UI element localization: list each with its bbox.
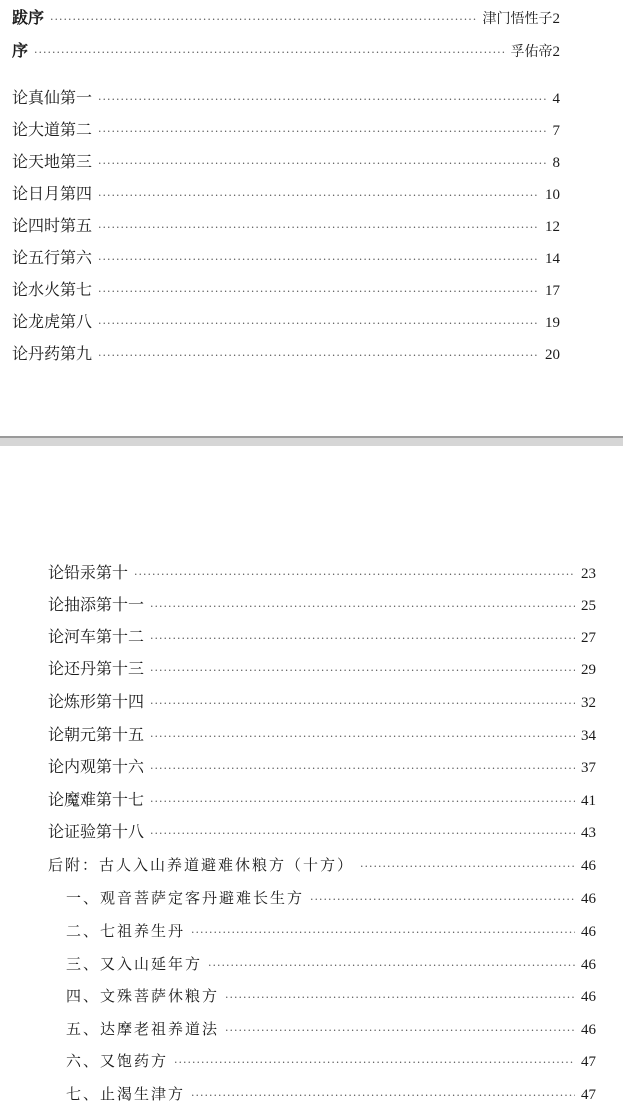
toc-entry	[48, 657, 596, 681]
toc-entry	[48, 788, 596, 812]
toc-entry-page: 32	[581, 695, 596, 711]
toc-entry-title: 论铅汞第十	[48, 563, 129, 582]
toc-entry-title: 论水火第七	[12, 280, 93, 299]
leader-dots	[98, 184, 539, 208]
toc-entry-page: 27	[581, 630, 596, 646]
leader-dots	[150, 725, 575, 749]
leader-dots	[98, 280, 539, 304]
toc-entry	[48, 561, 596, 585]
leader-dots	[225, 1019, 575, 1043]
leader-dots	[98, 312, 539, 336]
toc-entry-sub	[66, 1017, 596, 1041]
toc-entry-title: 三、又入山延年方	[66, 955, 203, 973]
toc-entry	[12, 182, 560, 206]
toc-entry	[48, 690, 596, 714]
toc-entry-page: 2	[552, 11, 560, 27]
leader-dots	[98, 152, 546, 176]
toc-entry-page: 29	[581, 662, 596, 678]
leader-dots	[150, 692, 575, 716]
leader-dots	[191, 921, 575, 945]
toc-page-bottom	[0, 446, 623, 1103]
leader-dots	[134, 563, 575, 587]
toc-entry-title: 跋序	[12, 8, 45, 27]
leader-dots	[310, 888, 575, 912]
toc-entry	[12, 278, 560, 302]
toc-entry-title: 论朝元第十五	[48, 725, 145, 744]
leader-dots	[150, 790, 575, 814]
toc-entry-page: 25	[581, 598, 596, 614]
page-divider	[0, 436, 623, 446]
toc-entry-page: 46	[581, 891, 596, 907]
toc-entry-page: 14	[545, 251, 560, 267]
leader-dots	[191, 1084, 575, 1108]
toc-entry	[48, 820, 596, 844]
toc-entry-page: 12	[545, 219, 560, 235]
toc-entry-page: 46	[581, 989, 596, 1005]
toc-entry-title: 四、文殊菩萨休粮方	[66, 987, 220, 1005]
toc-entry-title: 论真仙第一	[12, 88, 93, 107]
toc-entry-sub	[66, 1049, 596, 1073]
toc-entry-page: 10	[545, 187, 560, 203]
toc-entry	[48, 625, 596, 649]
toc-entry-title: 序	[12, 41, 29, 60]
toc-entry	[12, 118, 560, 142]
toc-entry-title: 后附：古人入山养道避难休粮方（十方）	[48, 856, 355, 874]
toc-entry-title: 论天地第三	[12, 152, 93, 171]
toc-entry-sub	[66, 984, 596, 1008]
toc-entry-page: 2	[552, 44, 560, 60]
toc-entry-page: 37	[581, 760, 596, 776]
toc-entry-title: 论还丹第十三	[48, 659, 145, 678]
leader-dots	[98, 248, 539, 272]
leader-dots	[98, 216, 539, 240]
toc-entry-sub	[66, 952, 596, 976]
toc-entry-front-matter	[12, 6, 560, 30]
toc-entry-page: 41	[581, 793, 596, 809]
leader-dots	[150, 822, 575, 846]
toc-entry-page: 19	[545, 315, 560, 331]
toc-entry	[12, 150, 560, 174]
leader-dots	[98, 344, 539, 368]
leader-dots	[150, 757, 575, 781]
toc-entry-title: 论河车第十二	[48, 627, 145, 646]
toc-entry-sub	[66, 919, 596, 943]
toc-entry-sub	[66, 1082, 596, 1106]
toc-entry	[12, 214, 560, 238]
leader-dots	[150, 659, 575, 683]
toc-entry-page: 46	[581, 858, 596, 874]
toc-entry	[48, 755, 596, 779]
toc-entry-title: 论大道第二	[12, 120, 93, 139]
toc-entry	[48, 593, 596, 617]
toc-entry-page: 47	[581, 1054, 596, 1070]
toc-entry-page: 47	[581, 1087, 596, 1103]
toc-page-top	[0, 0, 623, 436]
toc-entry-front-matter	[12, 39, 560, 63]
toc-entry-title: 五、达摩老祖养道法	[66, 1020, 220, 1038]
leader-dots	[98, 120, 546, 144]
toc-entry-page: 20	[545, 347, 560, 363]
toc-entry-page: 23	[581, 566, 596, 582]
toc-entry	[12, 342, 560, 366]
toc-entry-title: 二、七祖养生丹	[66, 922, 186, 940]
toc-entry-title: 六、又饱药方	[66, 1052, 169, 1070]
toc-entry	[12, 86, 560, 110]
toc-entry-title: 论证验第十八	[48, 822, 145, 841]
leader-dots	[208, 954, 575, 978]
leader-dots	[225, 986, 575, 1010]
toc-entry-page: 8	[552, 155, 560, 171]
toc-entry-title: 论日月第四	[12, 184, 93, 203]
toc-entry-title: 论龙虎第八	[12, 312, 93, 331]
toc-entry-page: 4	[552, 91, 560, 107]
toc-entry-author: 津门悟性子	[482, 11, 553, 27]
toc-entry	[12, 310, 560, 334]
leader-dots	[150, 627, 575, 651]
toc-entry	[48, 723, 596, 747]
toc-entry-author: 孚佑帝	[510, 44, 553, 60]
toc-entry-title: 论内观第十六	[48, 757, 145, 776]
toc-entry-page: 7	[552, 123, 560, 139]
leader-dots	[150, 595, 575, 619]
toc-entry-page: 46	[581, 957, 596, 973]
leader-dots	[98, 88, 546, 112]
toc-entry-page: 43	[581, 825, 596, 841]
toc-entry-sub	[66, 886, 596, 910]
toc-entry-title: 论炼形第十四	[48, 692, 145, 711]
toc-entry-title: 七、止渴生津方	[66, 1085, 186, 1103]
leader-dots	[174, 1051, 575, 1075]
toc-entry-title: 论五行第六	[12, 248, 93, 267]
leader-dots	[34, 41, 504, 65]
toc-entry-page: 46	[581, 924, 596, 940]
leader-dots	[50, 8, 476, 32]
leader-dots	[360, 855, 575, 879]
toc-entry-page: 46	[581, 1022, 596, 1038]
toc-entry-title: 论抽添第十一	[48, 595, 145, 614]
toc-entry-title: 论魔难第十七	[48, 790, 145, 809]
toc-entry-appendix	[48, 853, 596, 877]
toc-entry-title: 一、观音菩萨定客丹避难长生方	[66, 889, 305, 907]
toc-entry-page: 34	[581, 728, 596, 744]
toc-entry-title: 论四时第五	[12, 216, 93, 235]
toc-entry-title: 论丹药第九	[12, 344, 93, 363]
toc-entry	[12, 246, 560, 270]
toc-entry-page: 17	[545, 283, 560, 299]
